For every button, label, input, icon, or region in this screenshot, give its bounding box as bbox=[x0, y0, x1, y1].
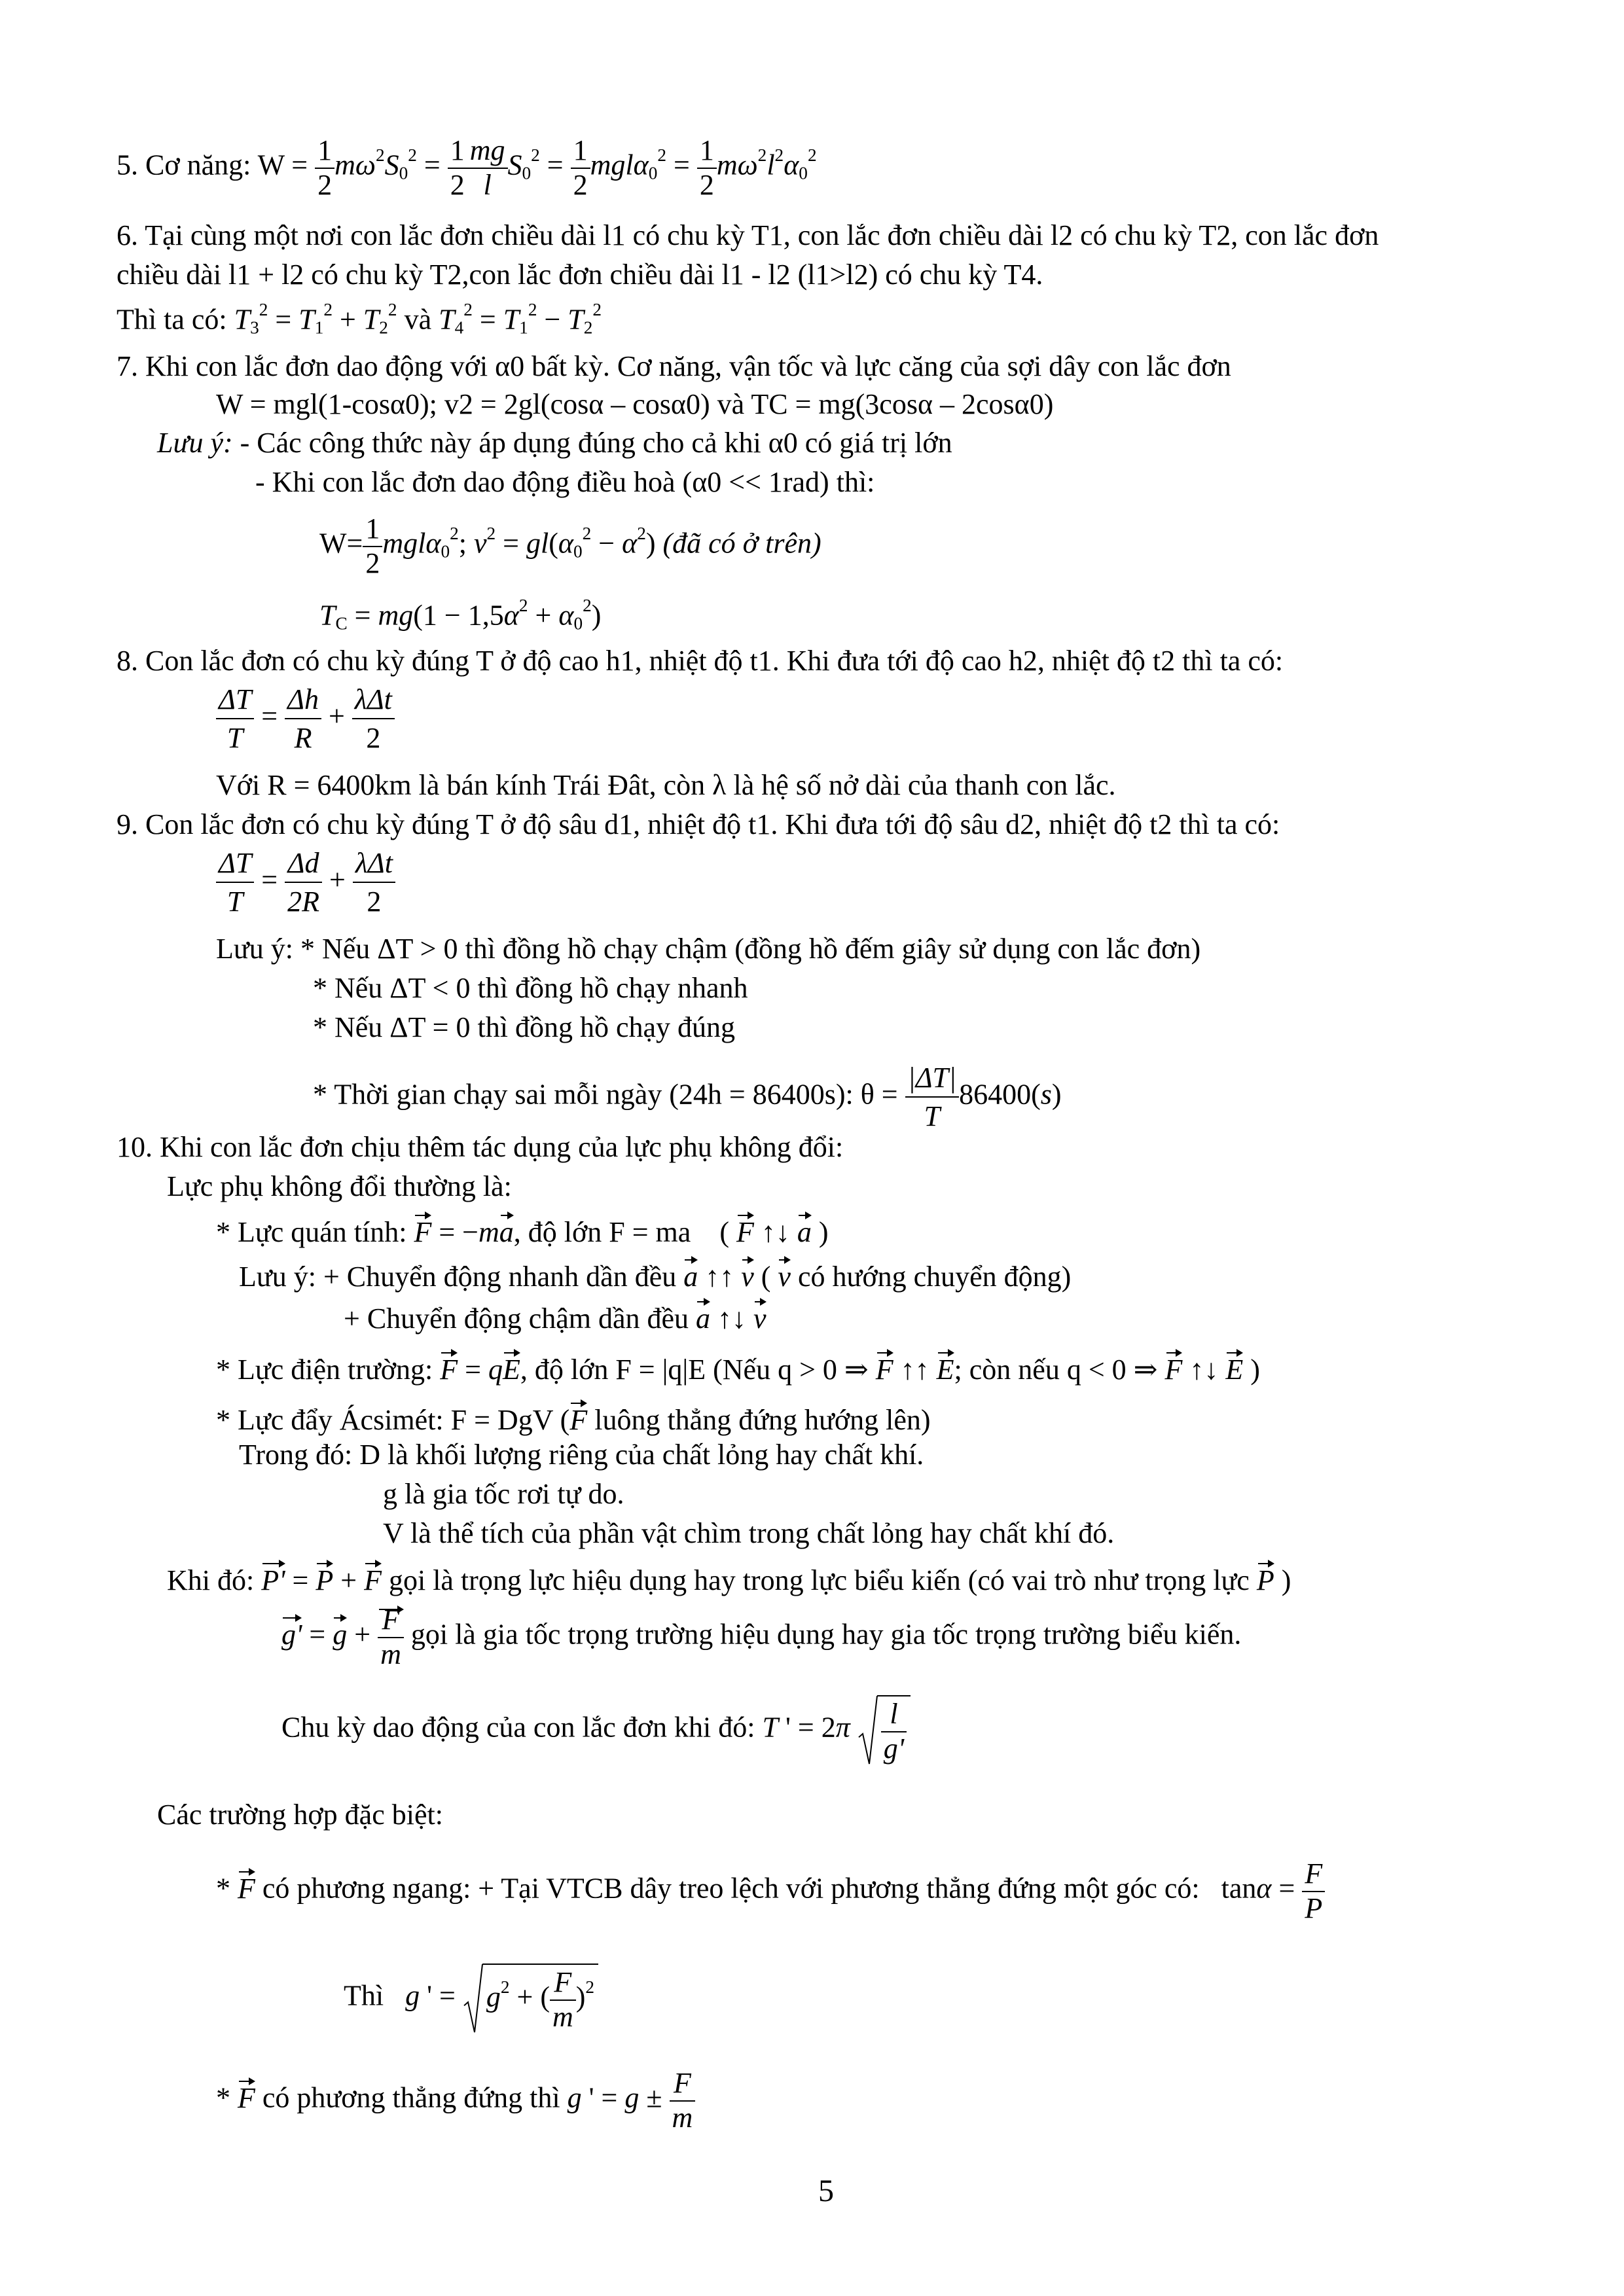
where-line-3: V là thể tích của phần vật chìm trong chất lỏng hay chất khí đó. bbox=[383, 1517, 1115, 1549]
electric-force-line: * Lực điện trường: F = qE, độ lớn F = |q|E (Nếu q > 0 ⇒ F ↑↑ E; còn nếu q < 0 ⇒ F ↑↓ E ) bbox=[216, 1347, 1260, 1387]
thi-ta-co: Thì ta có: bbox=[117, 303, 227, 336]
formula-fraction: $\frac{\Delta T}{T}$ bbox=[216, 844, 254, 920]
fast-motion-label: Lưu ý: + Chuyển động nhanh dần đều bbox=[239, 1261, 677, 1293]
formula-fraction: $\frac{\Delta h}{R}$ bbox=[285, 681, 321, 757]
vertical-force-text: có phương thẳng đứng thì bbox=[262, 2081, 560, 2114]
item-9-line1: 9. Con lắc đơn có chu kỳ đúng T ở độ sâu d1, nhiệt độ t1. Khi đưa tới độ sâu d2, nhiệt độ t2 thì ta có: bbox=[117, 808, 1280, 840]
formula-fraction: $\frac{1}{2}$ bbox=[697, 134, 717, 202]
slow-motion-label: + Chuyển động chậm dần đều bbox=[344, 1302, 689, 1335]
formula-fraction: $\frac{\Delta d}{2R}$ bbox=[285, 844, 322, 920]
buoyant-force-line: * Lực đẩy Ácsimét: F = DgV (F luông thẳng đứng hướng lên) bbox=[216, 1397, 931, 1437]
item-7-formula: W = mgl(1-cosα0); v2 = 2gl(cosα – cosα0) và TC = mg(3cosα – 2cosα0) bbox=[216, 388, 1054, 420]
buoyant-direction: luông thẳng đứng hướng lên) bbox=[594, 1404, 931, 1436]
formula-fraction: $\frac{\Delta T}{T}$ bbox=[216, 681, 254, 757]
effective-gravity-line: g' = g + $\frac{F}{m}$ gọi là gia tốc trọng trường hiệu dụng hay gia tốc trọng trường biểu kiến. bbox=[281, 1604, 1242, 1670]
period-line: Chu kỳ dao động của con lắc đơn khi đó: T ' = 2π $\frac{l}{g'}$ bbox=[281, 1695, 911, 1765]
where-line-2: g là gia tốc rơi tự do. bbox=[383, 1478, 624, 1510]
inertial-force-line: * Lực quán tính: F = −ma, độ lớn F = ma ( F ↑↓ a ) bbox=[216, 1210, 829, 1249]
radical-sign bbox=[463, 1964, 484, 2034]
inertial-force-magnitude: , độ lớn F = ma bbox=[513, 1216, 691, 1248]
special-cases-label: Các trường hợp đặc biệt: bbox=[157, 1799, 443, 1831]
item-8-formula: $\frac{\Delta T}{T}$ = $\frac{\Delta h}{R}$ + λΔt 2 bbox=[216, 681, 395, 757]
thi-label: Thì bbox=[344, 1979, 384, 2012]
already-note: (đã có ở trên) bbox=[662, 527, 821, 560]
formula-fraction: $\frac{F}{P}$ bbox=[1302, 1857, 1325, 1925]
error-time-label: * Thời gian chạy sai mỗi ngày (24h = 86400s): θ = bbox=[313, 1078, 898, 1111]
formula-fraction: λΔt 2 bbox=[352, 681, 395, 757]
formula-fraction: $\frac{1}{2}$ bbox=[571, 134, 590, 202]
item-9-note4: * Thời gian chạy sai mỗi ngày (24h = 86400s): θ = $\frac{|\Delta T|}{T}$ 86400(s) bbox=[313, 1059, 1062, 1135]
item-7-note1 bbox=[157, 427, 952, 460]
radical-sign bbox=[857, 1695, 878, 1765]
horizontal-gravity-line: Thì g ' = $g^2$ + ( $\frac{F}{m}$ )$^2$ bbox=[344, 1964, 598, 2034]
item-6-line1: 6. Tại cùng một nơi con lắc đơn chiều dài l1 có chu kỳ T1, con lắc đơn chiều dài l2 có chu kỳ T2, con lắc đơn bbox=[117, 219, 1379, 251]
item-9-note1: Lưu ý: * Nếu ΔT > 0 thì đồng hồ chạy chậm (đồng hồ đếm giây sử dụng con lắc đơn) bbox=[216, 933, 1201, 965]
khi-do-label: Khi đó: bbox=[167, 1564, 255, 1596]
item-6-line2: chiều dài l1 + l2 có chu kỳ T2,con lắc đơn chiều dài l1 - l2 (l1>l2) có chu kỳ T4. bbox=[117, 259, 1043, 291]
luu-y-label: Lưu ý: bbox=[157, 427, 233, 459]
item-9-note2: * Nếu ΔT < 0 thì đồng hồ chạy nhanh bbox=[313, 972, 748, 1004]
item-8-note: Với R = 6400km là bán kính Trái Đât, còn λ là hệ số nở dài của thanh con lắc. bbox=[216, 769, 1116, 801]
horizontal-force-line: * F có phương ngang: + Tại VTCB dây treo lệch với phương thẳng đứng một góc có: tanα = $\frac{F}{P}$ bbox=[216, 1857, 1325, 1925]
period-label: Chu kỳ dao động của con lắc đơn khi đó: bbox=[281, 1711, 755, 1744]
item-6-formula: Thì ta có: $T_3^2 = T_1^2 + T_2^2$ và $T_4^2 = T_1^2 - T_2^2$ bbox=[117, 300, 602, 338]
item-5-mechanical-energy: 5. Cơ năng: W = $\frac{1}{2}$ $m\omega^2S_0^2$ = $\frac{1}{2}$ $\frac{mg}{l}$ $S_0^2$ = $\frac{1}{2}$ mglα$_0^2$ = $\frac{1}{2}$ $m\omega^2l^2\alpha_0^2$ bbox=[117, 134, 817, 201]
effective-weight-text: gọi là trọng lực hiệu dụng hay trong lực biểu kiến (có vai trò như trọng lực bbox=[388, 1564, 1250, 1596]
where-line-1: Trong đó: D là khối lượng riêng của chất lỏng hay chất khí. bbox=[239, 1439, 924, 1471]
vertical-force-line: * F có phương thẳng đứng thì g ' = g ± $\frac{F}{m}$ bbox=[216, 2067, 695, 2134]
item-9-note3: * Nếu ΔT = 0 thì đồng hồ chạy đúng bbox=[313, 1011, 736, 1043]
effective-gravity-text: gọi là gia tốc trọng trường hiệu dụng hay gia tốc trọng trường biểu kiến. bbox=[410, 1618, 1242, 1651]
item-10-line2: Lực phụ không đổi thường là: bbox=[167, 1170, 512, 1202]
acceleration-note-1: Lưu ý: + Chuyển động nhanh dần đều a ↑↑ v ( v có hướng chuyển động) bbox=[239, 1254, 1071, 1294]
sqrt-expression: $g^2$ + ( $\frac{F}{m}$ )$^2$ bbox=[463, 1964, 598, 2034]
item-7-line1: 7. Khi con lắc đơn dao động với α0 bất kỳ. Cơ năng, vận tốc và lực căng của sợi dây con lắc đơn bbox=[117, 350, 1231, 382]
formula-fraction: $\frac{F}{m}$ bbox=[550, 1966, 576, 2034]
buoyant-force-label: * Lực đẩy Ácsimét: F = DgV ( bbox=[216, 1404, 570, 1436]
item-8-line1: 8. Con lắc đơn có chu kỳ đúng T ở độ cao h1, nhiệt độ t1. Khi đưa tới độ cao h2, nhiệt độ t2 thì ta có: bbox=[117, 645, 1284, 677]
item-7-tension-formula: $T_C = mg(1 - 1,5\alpha^2 + \alpha_0^2)$ bbox=[319, 596, 602, 634]
formula-fraction: $\frac{F}{m}$ bbox=[670, 2067, 696, 2134]
formula-fraction: $\frac{l}{g'}$ bbox=[881, 1698, 907, 1765]
formula-fraction: $\frac{|\Delta T|}{T}$ bbox=[905, 1059, 960, 1135]
page-number: 5 bbox=[818, 2174, 834, 2208]
item-9-formula: $\frac{\Delta T}{T}$ = $\frac{\Delta d}{2R}$ + λΔt 2 bbox=[216, 844, 395, 920]
motion-direction: có hướng chuyển động) bbox=[797, 1261, 1072, 1293]
and-word: và bbox=[404, 303, 432, 336]
inertial-force-label: * Lực quán tính: bbox=[216, 1216, 407, 1248]
effective-weight-line: Khi đó: P' = P + F gọi là trọng lực hiệu dụng hay trong lực biểu kiến (có vai trò như trọng lực P ) bbox=[167, 1558, 1291, 1598]
horizontal-force-text: có phương ngang: + Tại VTCB dây treo lệch với phương thẳng đứng một góc có: bbox=[262, 1872, 1200, 1905]
item-7-note2: - Khi con lắc đơn dao động điều hoà (α0 << 1rad) thì: bbox=[255, 466, 875, 498]
formula-fraction: λΔt 2 bbox=[353, 844, 395, 920]
item-5-label: 5. Cơ năng: W = bbox=[117, 149, 308, 181]
note-1: - Các công thức này áp dụng đúng cho cả khi α0 có giá trị lớn bbox=[240, 427, 952, 459]
formula-fraction: $\frac{1}{2}$ bbox=[315, 134, 334, 202]
item-10-line1: 10. Khi con lắc đơn chịu thêm tác dụng của lực phụ không đổi: bbox=[117, 1131, 844, 1163]
item-7-harmonic-formula: W= $\frac{1}{2}$ mglα$_0^2$; $v^2 = gl(\alpha_0^2 - \alpha^2)$ (đã có ở trên) bbox=[319, 512, 821, 579]
electric-force-magnitude: , độ lớn F = |q|E (Nếu q > 0 ⇒ bbox=[520, 1354, 869, 1386]
formula-fraction: $\frac{1}{2}$ bbox=[363, 512, 382, 580]
electric-force-negative: ; còn nếu q < 0 ⇒ bbox=[954, 1354, 1158, 1386]
formula-fraction: $\frac{mg}{l}$ bbox=[467, 134, 508, 202]
formula-fraction: $\frac{1}{2}$ bbox=[448, 134, 467, 202]
electric-force-label: * Lực điện trường: bbox=[216, 1354, 433, 1386]
sqrt-expression bbox=[857, 1695, 911, 1765]
formula-fraction: $\frac{F}{m}$ bbox=[378, 1604, 404, 1671]
acceleration-note-2: + Chuyển động chậm dần đều a ↑↓ v bbox=[344, 1296, 767, 1336]
